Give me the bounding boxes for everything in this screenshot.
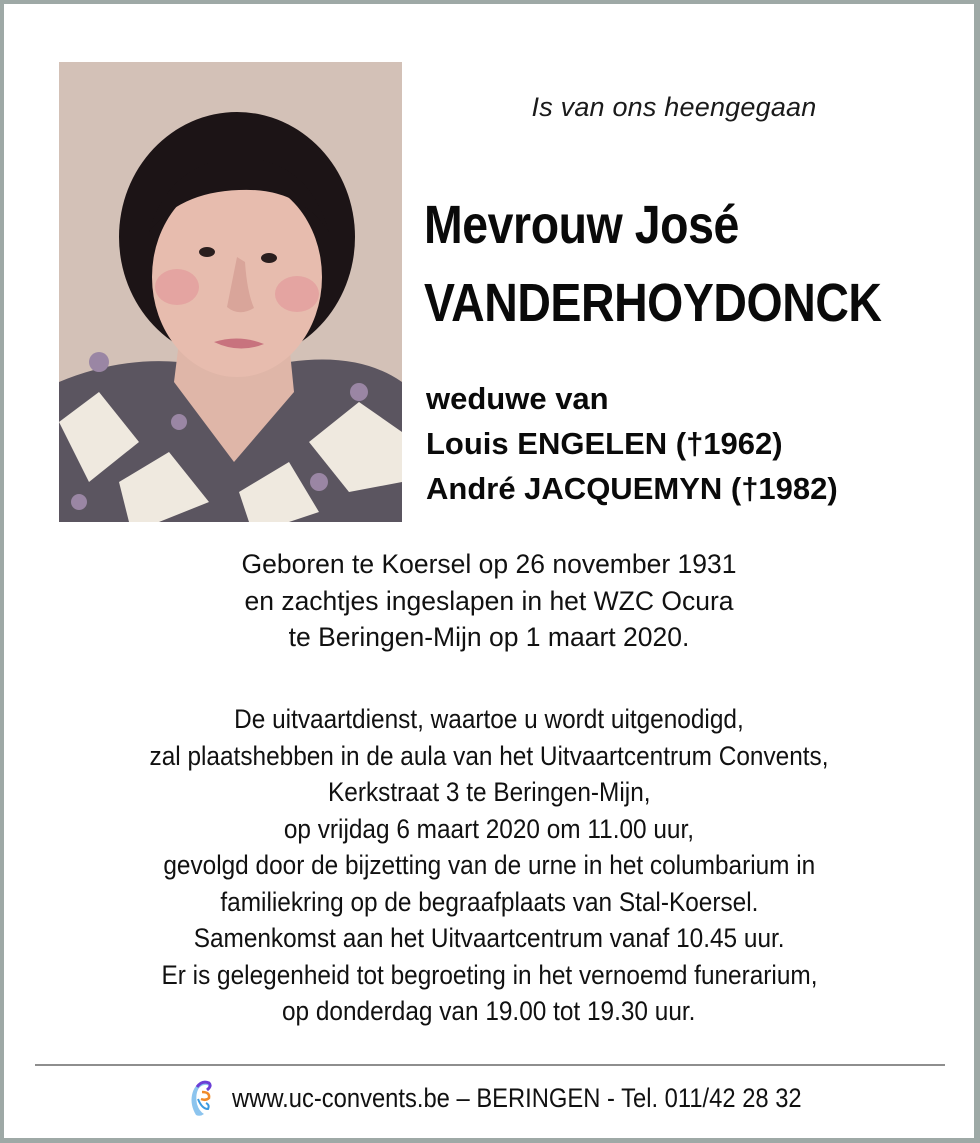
spouse-1: Louis ENGELEN (†1962) [426,426,783,461]
funeral-service-details [4,701,974,1030]
service-line-8: Er is gelegenheid tot begroeting in het vernoemd funerarium, [161,959,817,990]
spouse-2: André JACQUEMYN (†1982) [426,471,838,506]
birth-death-details [4,546,974,656]
deceased-name-line2: VANDERHOYDONCK [424,273,882,333]
service-line-6: familiekring op de begraafplaats van Stal-Koersel. [219,886,759,917]
service-line-4: op vrijdag 6 maart 2020 om 11.00 uur, [283,813,695,844]
intro-text: Is van ons heengegaan [531,92,817,122]
born-line-1: Geboren te Koersel op 26 november 1931 [241,549,737,579]
portrait-photo [59,62,402,522]
service-line-3: Kerkstraat 3 te Beringen-Mijn, [327,777,651,807]
portrait-image [59,62,402,522]
born-line-3: te Beringen-Mijn op 1 maart 2020. [288,622,690,652]
deceased-name-line1: Mevrouw José [424,195,739,255]
deceased-name [424,186,906,342]
uc-convents-logo-icon [188,1079,214,1117]
service-line-9: op donderdag van 19.00 tot 19.30 uur. [282,996,696,1026]
service-line-1: De uitvaartdienst, waartoe u wordt uitgenodigd, [234,704,744,734]
service-line-7: Samenkomst aan het Uitvaartcentrum vanaf 10.45 uur. [193,923,785,953]
born-line-2: en zachtjes ingeslapen in het WZC Ocura [244,585,734,616]
footer-contact: www.uc-convents.be – BERINGEN - Tel. 011/42 28 32 [232,1082,802,1113]
footer-divider [35,1064,945,1066]
widow-label: weduwe van [426,381,609,416]
service-line-2: zal plaatshebben in de aula van het Uitvaartcentrum Convents, [149,740,829,771]
obituary-card [4,4,974,1138]
footer [4,1078,974,1118]
spouses-block [426,376,966,511]
service-line-5: gevolgd door de bijzetting van de urne in het columbarium in [163,850,815,880]
